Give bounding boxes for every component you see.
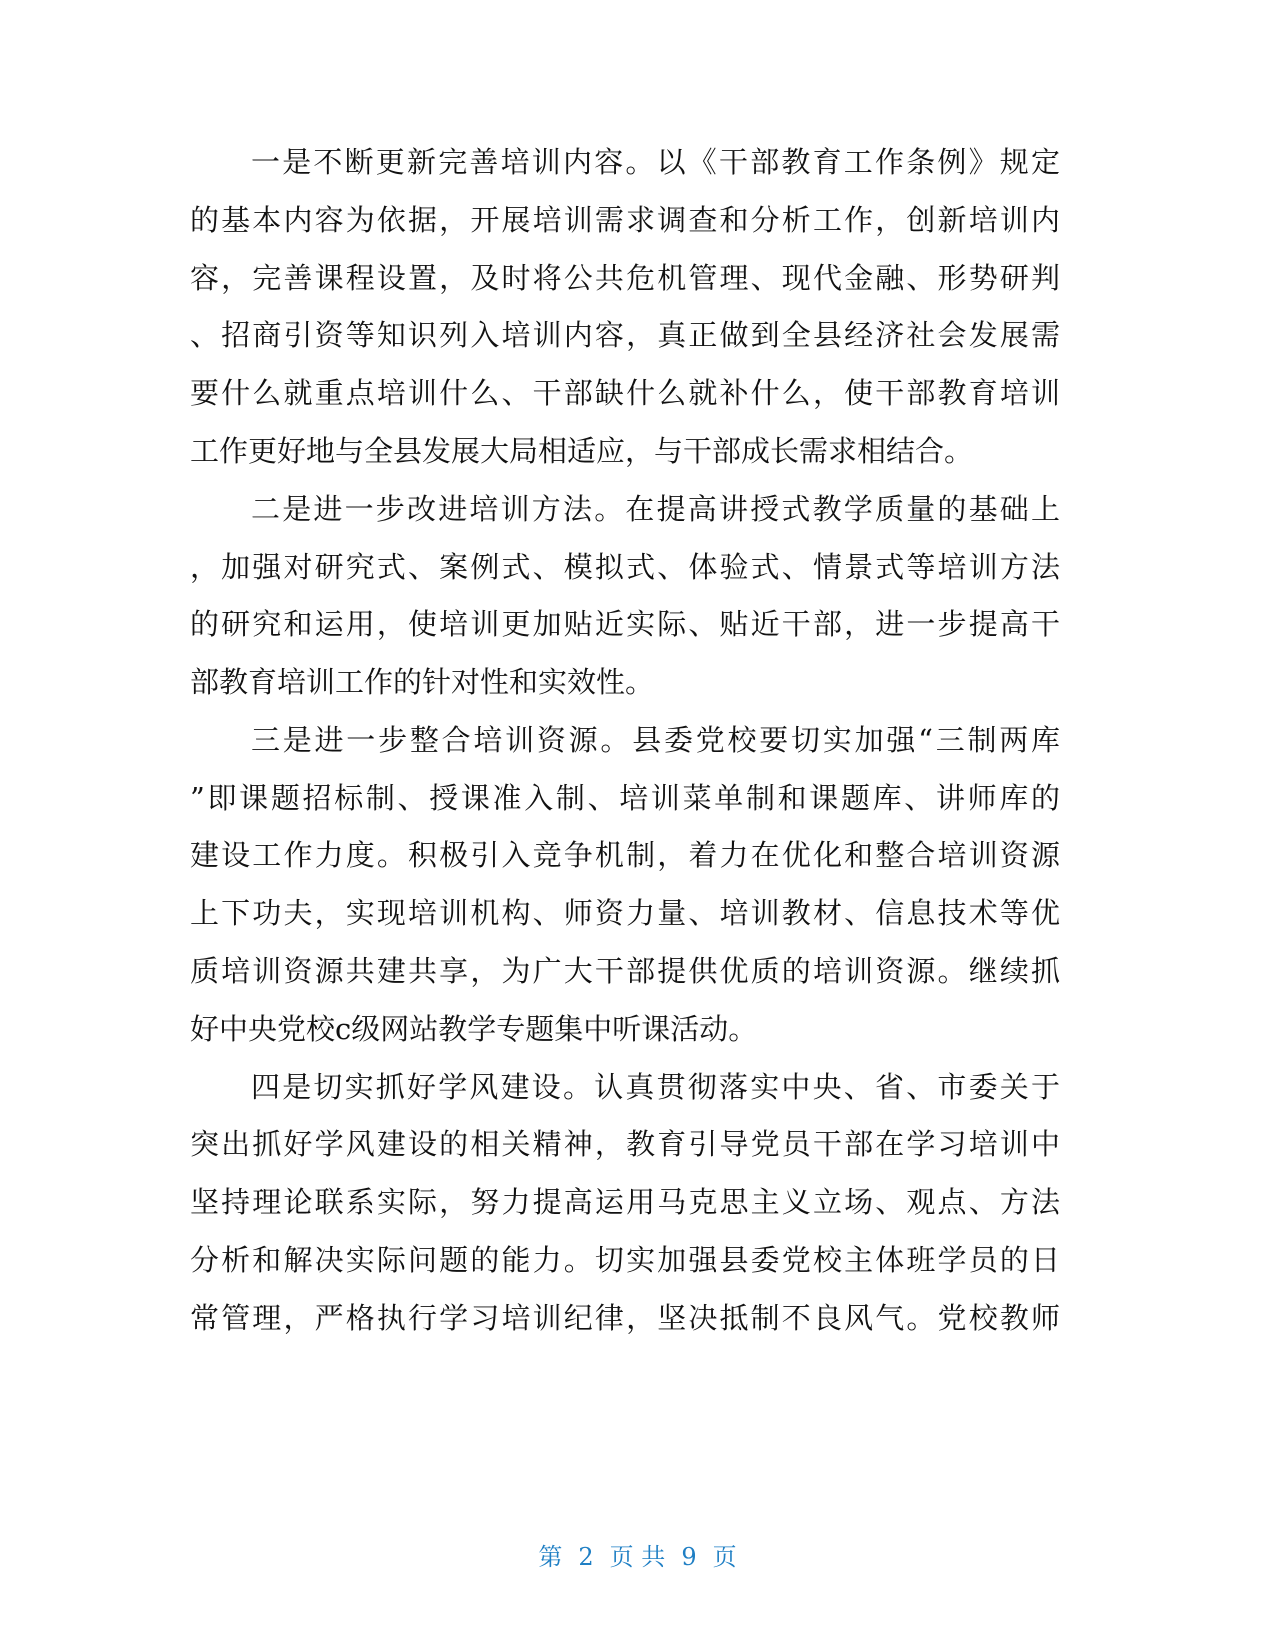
paragraph-3-line-3: 建设工作力度。积极引入竞争机制，着力在优化和整合培训资源 <box>190 838 1060 872</box>
paragraph-2-line-4: 部教育培训工作的针对性和实效性。 <box>190 665 655 699</box>
paragraph-1-line-5: 要什么就重点培训什么、干部缺什么就补什么，使干部教育培训 <box>190 376 1060 410</box>
page-label-suffix: 页 <box>712 1543 737 1571</box>
paragraph-4-line-4: 分析和解决实际问题的能力。切实加强县委党校主体班学员的日 <box>190 1243 1060 1277</box>
page-label-mid: 页 共 <box>609 1543 666 1571</box>
paragraph-1-line-6: 工作更好地与全县发展大局相适应，与干部成长需求相结合。 <box>190 434 974 468</box>
paragraph-1-line-2: 的基本内容为依据，开展培训需求调查和分析工作，创新培训内 <box>190 203 1060 237</box>
current-page-number: 2 <box>578 1543 594 1571</box>
paragraph-3-line-6: 好中央党校c级网站教学专题集中听课活动。 <box>190 1012 758 1046</box>
paragraph-4-line-1: 四是切实抓好学风建设。认真贯彻落实中央、省、市委关于 <box>251 1070 1060 1104</box>
total-pages-number: 9 <box>681 1543 697 1571</box>
paragraph-4-line-5: 常管理，严格执行学习培训纪律，坚决抵制不良风气。党校教师 <box>190 1301 1060 1335</box>
paragraph-2-line-1: 二是进一步改进培训方法。在提高讲授式教学质量的基础上 <box>251 492 1060 526</box>
paragraph-3-line-5: 质培训资源共建共享，为广大干部提供优质的培训资源。继续抓 <box>190 954 1060 988</box>
paragraph-1-line-1: 一是不断更新完善培训内容。以《干部教育工作条例》规定 <box>251 145 1060 179</box>
paragraph-3-line-1: 三是进一步整合培训资源。县委党校要切实加强“三制两库 <box>251 723 1060 757</box>
paragraph-1-line-4: 、招商引资等知识列入培训内容，真正做到全县经济社会发展需 <box>190 318 1060 352</box>
paragraph-3-line-2: ”即课题招标制、授课准入制、培训菜单制和课题库、讲师库的 <box>190 781 1060 815</box>
page-number-footer <box>0 1542 1275 1572</box>
paragraph-1-line-3: 容，完善课程设置，及时将公共危机管理、现代金融、形势研判 <box>190 261 1060 295</box>
paragraph-4-line-3: 坚持理论联系实际，努力提高运用马克思主义立场、观点、方法 <box>190 1185 1060 1219</box>
page-label-prefix: 第 <box>538 1543 563 1571</box>
paragraph-3-line-4: 上下功夫，实现培训机构、师资力量、培训教材、信息技术等优 <box>190 896 1060 930</box>
paragraph-2-line-3: 的研究和运用，使培训更加贴近实际、贴近干部，进一步提高干 <box>190 607 1060 641</box>
paragraph-2-line-2: ，加强对研究式、案例式、模拟式、体验式、情景式等培训方法 <box>190 550 1060 584</box>
paragraph-4-line-2: 突出抓好学风建设的相关精神，教育引导党员干部在学习培训中 <box>190 1127 1060 1161</box>
